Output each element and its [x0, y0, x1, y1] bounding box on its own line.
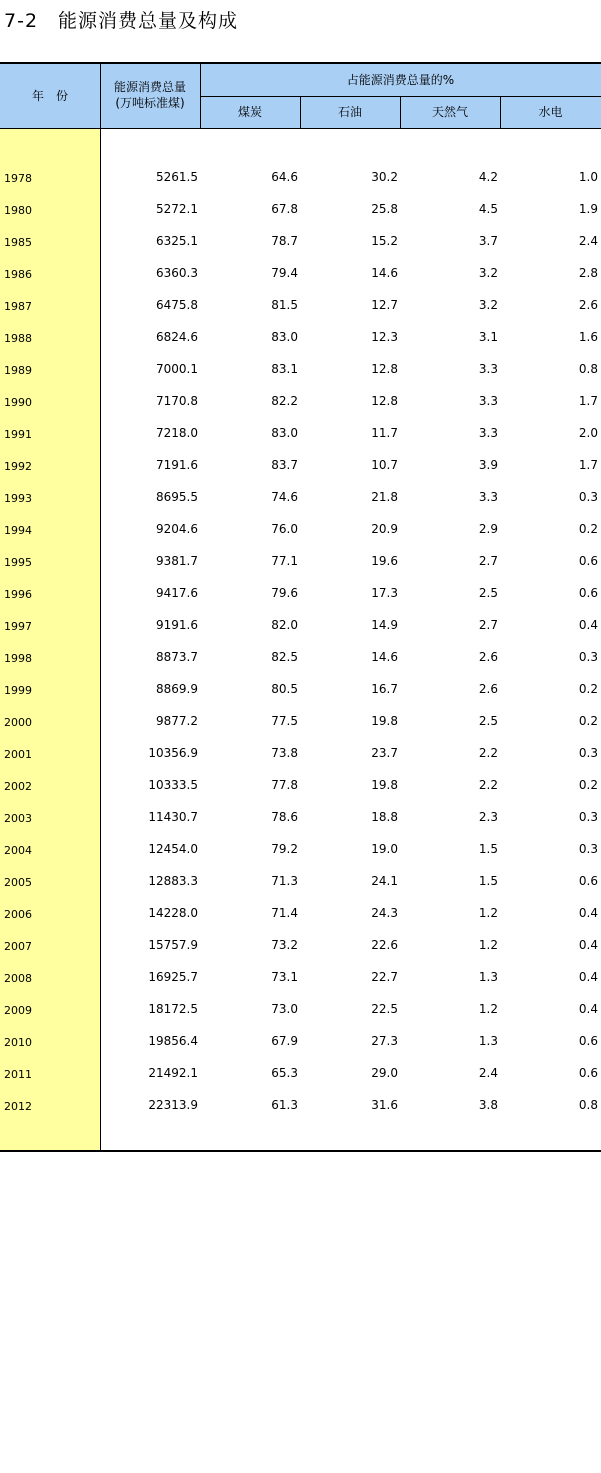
header-coal: 煤炭 [237, 105, 262, 119]
cell-total: 11430.7 [148, 810, 198, 824]
header-subgroup-border [200, 96, 601, 97]
cell-hydro: 0.4 [578, 618, 598, 632]
cell-hydro: 1.9 [578, 202, 598, 216]
table-row [0, 736, 601, 768]
cell-gas: 1.2 [478, 938, 498, 952]
cell-year: 2005 [4, 876, 32, 889]
cell-hydro: 2.8 [578, 266, 598, 280]
table-row [0, 320, 601, 352]
cell-coal: 71.3 [271, 874, 298, 888]
table-row [0, 768, 601, 800]
cell-gas: 3.3 [478, 490, 498, 504]
cell-oil: 12.7 [371, 298, 398, 312]
cell-oil: 14.6 [371, 266, 398, 280]
cell-total: 7170.8 [156, 394, 198, 408]
cell-oil: 30.2 [371, 170, 398, 184]
table-row [0, 800, 601, 832]
table-row [0, 384, 601, 416]
cell-year: 1991 [4, 428, 32, 441]
cell-oil: 12.3 [371, 330, 398, 344]
cell-oil: 24.3 [371, 906, 398, 920]
cell-year: 1999 [4, 684, 32, 697]
header-bottom-border [0, 128, 601, 129]
cell-hydro: 1.6 [578, 330, 598, 344]
cell-total: 8873.7 [156, 650, 198, 664]
table-row [0, 1024, 601, 1056]
cell-total: 9204.6 [156, 522, 198, 536]
header-share-group: 占能源消费总量的% [346, 73, 455, 87]
cell-total: 9877.2 [156, 714, 198, 728]
cell-hydro: 0.3 [578, 490, 598, 504]
cell-year: 2012 [4, 1100, 32, 1113]
table-row [0, 896, 601, 928]
table-row [0, 224, 601, 256]
page-title: 7-2 能源消费总量及构成 [4, 10, 239, 32]
cell-coal: 82.0 [271, 618, 298, 632]
cell-oil: 31.6 [371, 1098, 398, 1112]
cell-oil: 14.6 [371, 650, 398, 664]
table-row [0, 1088, 601, 1120]
cell-year: 1997 [4, 620, 32, 633]
cell-year: 1996 [4, 588, 32, 601]
cell-coal: 65.3 [271, 1066, 298, 1080]
cell-hydro: 0.8 [578, 1098, 598, 1112]
cell-gas: 2.7 [478, 554, 498, 568]
cell-total: 7191.6 [156, 458, 198, 472]
cell-total: 14228.0 [148, 906, 198, 920]
cell-total: 16925.7 [148, 970, 198, 984]
cell-year: 1987 [4, 300, 32, 313]
cell-year: 2007 [4, 940, 32, 953]
header-gas: 天然气 [431, 105, 468, 119]
cell-oil: 18.8 [371, 810, 398, 824]
cell-coal: 73.0 [271, 1002, 298, 1016]
cell-year: 2001 [4, 748, 32, 761]
cell-coal: 83.7 [271, 458, 298, 472]
cell-hydro: 0.6 [578, 1034, 598, 1048]
header-hydro: 水电 [538, 105, 563, 119]
cell-oil: 17.3 [371, 586, 398, 600]
header-total-line1: 能源消费总量 [113, 80, 186, 94]
header-total-line2: (万吨标准煤) [115, 96, 185, 110]
cell-year: 1990 [4, 396, 32, 409]
cell-oil: 20.9 [371, 522, 398, 536]
cell-hydro: 0.2 [578, 522, 598, 536]
data-rows [0, 160, 601, 1120]
cell-total: 9191.6 [156, 618, 198, 632]
cell-coal: 67.8 [271, 202, 298, 216]
header-oil: 石油 [337, 105, 362, 119]
table-row [0, 672, 601, 704]
cell-total: 7218.0 [156, 426, 198, 440]
cell-total: 5261.5 [156, 170, 198, 184]
cell-coal: 74.6 [271, 490, 298, 504]
cell-year: 1978 [4, 172, 32, 185]
cell-total: 21492.1 [148, 1066, 198, 1080]
cell-year: 1993 [4, 492, 32, 505]
cell-hydro: 0.4 [578, 1002, 598, 1016]
table-top-border [0, 62, 601, 64]
cell-year: 1986 [4, 268, 32, 281]
table-row [0, 480, 601, 512]
cell-year: 1985 [4, 236, 32, 249]
cell-gas: 3.2 [478, 266, 498, 280]
cell-coal: 79.2 [271, 842, 298, 856]
table-row [0, 352, 601, 384]
table-row [0, 288, 601, 320]
cell-gas: 1.5 [478, 842, 498, 856]
cell-total: 19856.4 [148, 1034, 198, 1048]
cell-gas: 3.8 [478, 1098, 498, 1112]
cell-year: 2003 [4, 812, 32, 825]
cell-coal: 81.5 [271, 298, 298, 312]
cell-year: 2004 [4, 844, 32, 857]
cell-total: 12454.0 [148, 842, 198, 856]
cell-coal: 83.0 [271, 330, 298, 344]
cell-year: 1988 [4, 332, 32, 345]
cell-total: 6475.8 [156, 298, 198, 312]
cell-gas: 3.9 [478, 458, 498, 472]
cell-total: 12883.3 [148, 874, 198, 888]
cell-oil: 11.7 [371, 426, 398, 440]
cell-year: 1980 [4, 204, 32, 217]
cell-oil: 12.8 [371, 362, 398, 376]
cell-oil: 10.7 [371, 458, 398, 472]
cell-hydro: 2.0 [578, 426, 598, 440]
table-row [0, 864, 601, 896]
cell-total: 7000.1 [156, 362, 198, 376]
cell-gas: 3.1 [478, 330, 498, 344]
cell-coal: 77.5 [271, 714, 298, 728]
cell-coal: 77.8 [271, 778, 298, 792]
cell-hydro: 0.2 [578, 682, 598, 696]
table-row [0, 704, 601, 736]
header-year: 年 份 [31, 89, 68, 103]
cell-year: 1998 [4, 652, 32, 665]
table-row [0, 832, 601, 864]
cell-coal: 64.6 [271, 170, 298, 184]
cell-hydro: 0.3 [578, 810, 598, 824]
cell-coal: 67.9 [271, 1034, 298, 1048]
table-row [0, 512, 601, 544]
cell-total: 5272.1 [156, 202, 198, 216]
cell-hydro: 0.2 [578, 778, 598, 792]
cell-coal: 73.1 [271, 970, 298, 984]
cell-coal: 73.8 [271, 746, 298, 760]
table-row [0, 192, 601, 224]
cell-hydro: 0.3 [578, 650, 598, 664]
cell-hydro: 0.8 [578, 362, 598, 376]
cell-gas: 4.2 [478, 170, 498, 184]
cell-hydro: 2.4 [578, 234, 598, 248]
cell-hydro: 0.6 [578, 586, 598, 600]
cell-oil: 24.1 [371, 874, 398, 888]
cell-gas: 3.3 [478, 426, 498, 440]
cell-gas: 2.4 [478, 1066, 498, 1080]
cell-hydro: 1.7 [578, 458, 598, 472]
cell-coal: 82.5 [271, 650, 298, 664]
cell-gas: 4.5 [478, 202, 498, 216]
cell-oil: 12.8 [371, 394, 398, 408]
cell-gas: 1.2 [478, 906, 498, 920]
cell-oil: 14.9 [371, 618, 398, 632]
cell-hydro: 0.6 [578, 874, 598, 888]
cell-total: 10333.5 [148, 778, 198, 792]
cell-total: 6824.6 [156, 330, 198, 344]
cell-oil: 22.7 [371, 970, 398, 984]
cell-oil: 19.8 [371, 714, 398, 728]
cell-oil: 16.7 [371, 682, 398, 696]
cell-gas: 2.3 [478, 810, 498, 824]
cell-coal: 79.4 [271, 266, 298, 280]
cell-oil: 23.7 [371, 746, 398, 760]
cell-total: 9417.6 [156, 586, 198, 600]
cell-total: 22313.9 [148, 1098, 198, 1112]
cell-oil: 25.8 [371, 202, 398, 216]
cell-gas: 2.5 [478, 714, 498, 728]
cell-coal: 77.1 [271, 554, 298, 568]
cell-hydro: 0.6 [578, 1066, 598, 1080]
cell-coal: 71.4 [271, 906, 298, 920]
cell-year: 1992 [4, 460, 32, 473]
cell-oil: 22.6 [371, 938, 398, 952]
table-row [0, 416, 601, 448]
cell-coal: 83.0 [271, 426, 298, 440]
cell-gas: 2.7 [478, 618, 498, 632]
cell-coal: 73.2 [271, 938, 298, 952]
table-row [0, 256, 601, 288]
cell-oil: 22.5 [371, 1002, 398, 1016]
cell-hydro: 0.3 [578, 746, 598, 760]
cell-oil: 19.6 [371, 554, 398, 568]
cell-gas: 2.6 [478, 650, 498, 664]
cell-gas: 1.3 [478, 1034, 498, 1048]
cell-hydro: 1.7 [578, 394, 598, 408]
cell-gas: 2.2 [478, 778, 498, 792]
cell-oil: 19.0 [371, 842, 398, 856]
cell-total: 6325.1 [156, 234, 198, 248]
cell-gas: 3.7 [478, 234, 498, 248]
cell-gas: 3.3 [478, 394, 498, 408]
cell-gas: 3.2 [478, 298, 498, 312]
table-row [0, 576, 601, 608]
table-row [0, 960, 601, 992]
cell-year: 2009 [4, 1004, 32, 1017]
cell-gas: 1.2 [478, 1002, 498, 1016]
cell-total: 6360.3 [156, 266, 198, 280]
cell-gas: 3.3 [478, 362, 498, 376]
cell-oil: 29.0 [371, 1066, 398, 1080]
cell-gas: 2.5 [478, 586, 498, 600]
cell-hydro: 0.3 [578, 842, 598, 856]
cell-total: 10356.9 [148, 746, 198, 760]
table-bottom-border [0, 1150, 601, 1152]
table-row [0, 928, 601, 960]
cell-gas: 2.9 [478, 522, 498, 536]
table-row [0, 448, 601, 480]
cell-gas: 1.3 [478, 970, 498, 984]
cell-coal: 61.3 [271, 1098, 298, 1112]
cell-year: 2006 [4, 908, 32, 921]
table-row [0, 1056, 601, 1088]
cell-coal: 82.2 [271, 394, 298, 408]
cell-oil: 21.8 [371, 490, 398, 504]
cell-year: 1995 [4, 556, 32, 569]
cell-total: 15757.9 [148, 938, 198, 952]
table-row [0, 608, 601, 640]
cell-hydro: 0.4 [578, 906, 598, 920]
cell-total: 9381.7 [156, 554, 198, 568]
cell-gas: 2.6 [478, 682, 498, 696]
cell-hydro: 1.0 [578, 170, 598, 184]
cell-year: 1994 [4, 524, 32, 537]
cell-coal: 80.5 [271, 682, 298, 696]
cell-coal: 83.1 [271, 362, 298, 376]
cell-coal: 78.7 [271, 234, 298, 248]
cell-total: 18172.5 [148, 1002, 198, 1016]
cell-hydro: 0.6 [578, 554, 598, 568]
cell-hydro: 2.6 [578, 298, 598, 312]
table-row [0, 160, 601, 192]
cell-coal: 76.0 [271, 522, 298, 536]
cell-oil: 27.3 [371, 1034, 398, 1048]
table-row [0, 992, 601, 1024]
cell-gas: 1.5 [478, 874, 498, 888]
cell-year: 2011 [4, 1068, 32, 1081]
cell-year: 2000 [4, 716, 32, 729]
cell-oil: 19.8 [371, 778, 398, 792]
table-row [0, 640, 601, 672]
cell-total: 8869.9 [156, 682, 198, 696]
cell-coal: 78.6 [271, 810, 298, 824]
cell-year: 2008 [4, 972, 32, 985]
cell-hydro: 0.2 [578, 714, 598, 728]
cell-year: 2010 [4, 1036, 32, 1049]
cell-gas: 2.2 [478, 746, 498, 760]
cell-total: 8695.5 [156, 490, 198, 504]
cell-hydro: 0.4 [578, 970, 598, 984]
cell-year: 2002 [4, 780, 32, 793]
cell-coal: 79.6 [271, 586, 298, 600]
cell-year: 1989 [4, 364, 32, 377]
cell-hydro: 0.4 [578, 938, 598, 952]
table-row [0, 544, 601, 576]
cell-oil: 15.2 [371, 234, 398, 248]
